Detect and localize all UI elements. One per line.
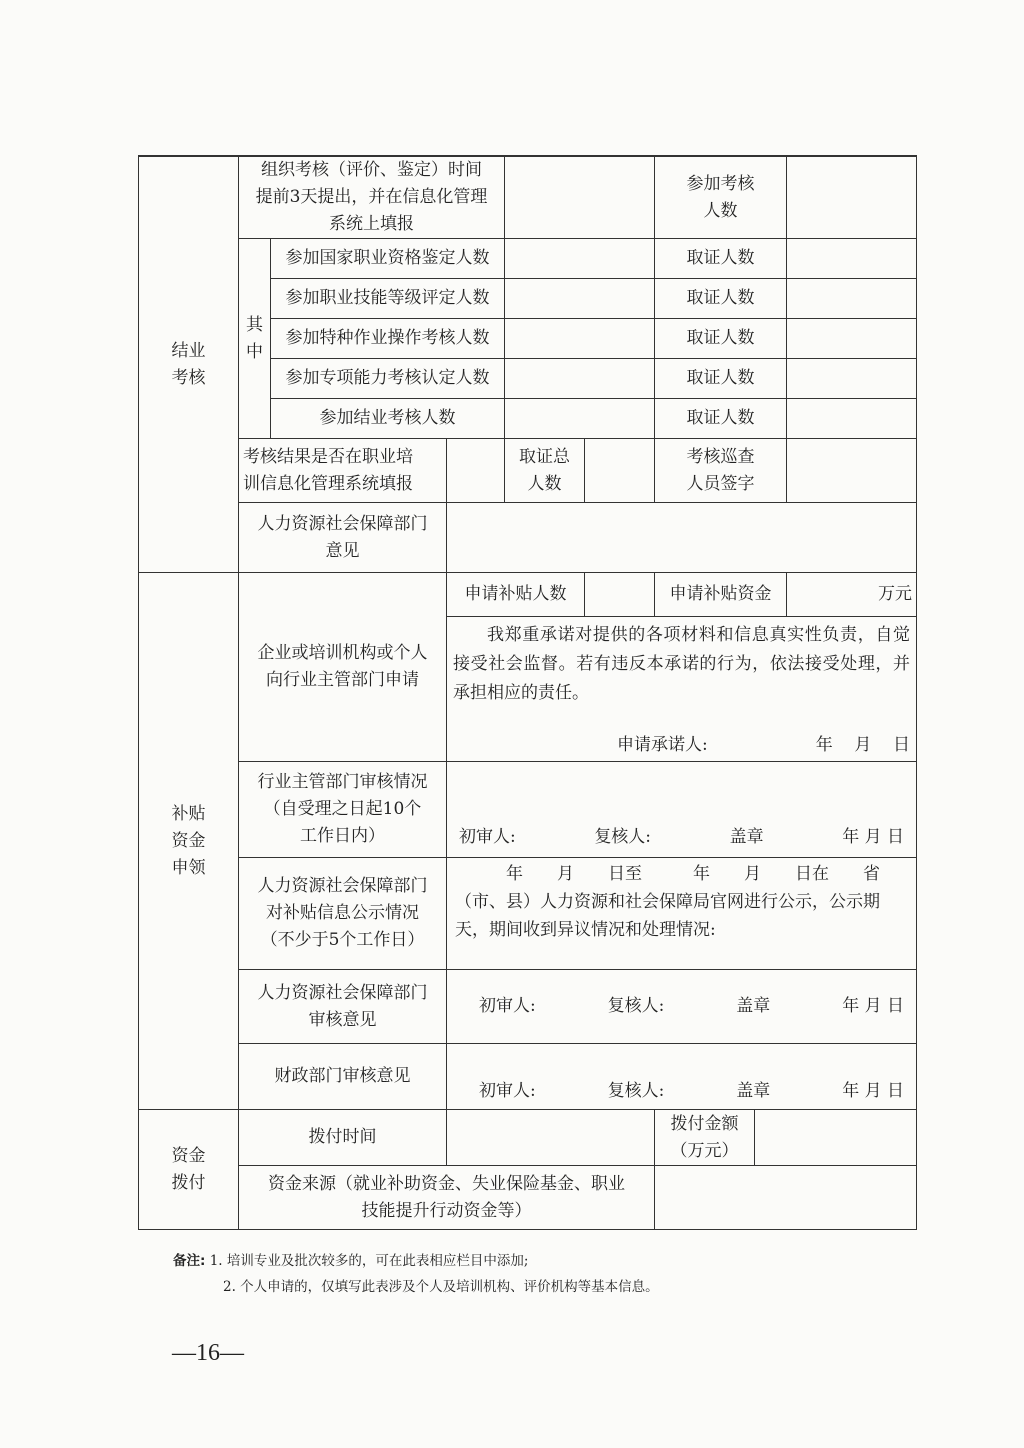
cert-label: 取证人数 [655,319,787,359]
note-item-2: 2. 个人申请的，仅填写此表涉及个人及培训机构、评价机构等基本信息。 [223,1279,659,1295]
notes-label: 备注: [173,1253,206,1269]
finance-review-label: 财政部门审核意见 [239,1044,447,1110]
pay-time-label: 拨付时间 [239,1110,447,1166]
fund-source-field[interactable] [655,1166,917,1230]
participants-label: 参加考核 人数 [655,156,787,239]
cert-value-field[interactable] [787,239,917,279]
pledge-cell [447,617,917,762]
finance-review-field[interactable] [447,1044,917,1110]
payment-section-title: 资金 拨付 [139,1110,239,1230]
row-label: 参加特种作业操作考核人数 [271,319,505,359]
hr-review-label: 人力资源社会保障部门 审核意见 [239,970,447,1044]
cert-label: 取证人数 [655,239,787,279]
row-value-field[interactable] [505,319,655,359]
pay-amount-label: 拨付金额 （万元） [655,1110,755,1166]
cert-value-field[interactable] [787,319,917,359]
apply-count-field[interactable] [585,573,655,617]
cert-label: 取证人数 [655,279,787,319]
cert-value-field[interactable] [787,359,917,399]
row-label: 参加结业考核人数 [271,399,505,439]
cert-label: 取证人数 [655,359,787,399]
pledge-text: 我郑重承诺对提供的各项材料和信息真实性负责，自觉接受社会监督。若有违反本承诺的行为，依法接受处理，并承担相应的责任。 [453,625,911,703]
row-value-field[interactable] [505,359,655,399]
participants-field[interactable] [787,156,917,239]
row-label: 参加国家职业资格鉴定人数 [271,239,505,279]
hr-opinion-field[interactable] [447,503,917,573]
row-value-field[interactable] [505,399,655,439]
publicity-text: 年 月 日至 年 月 日在 省（市、县）人力资源和社会保障局官网进行公示，公示期 天，期间收到异议情况和处理情况: [455,864,914,940]
hr-review-field[interactable] [447,970,917,1044]
total-cert-label: 取证总 人数 [505,439,585,503]
industry-review-label: 行业主管部门审核情况 （自受理之日起10个 工作日内） [239,762,447,858]
industry-review-field[interactable] [447,762,917,858]
amount-unit: 万元 [878,584,913,604]
pay-amount-field[interactable] [755,1110,917,1166]
hr-opinion-label: 人力资源社会保障部门 意见 [239,503,447,573]
notes [173,1248,659,1300]
cert-value-field[interactable] [787,399,917,439]
row-label: 参加职业技能等级评定人数 [271,279,505,319]
finance-review-sign-row: 初审人: 复核人: 盖章 年 月 日 [479,1081,904,1101]
row-label: 参加专项能力考核认定人数 [271,359,505,399]
pay-time-field[interactable] [447,1110,655,1166]
org-assessment-time-field[interactable] [505,156,655,239]
note-item-1: 1. 培训专业及批次较多的，可在此表相应栏目中添加; [209,1253,529,1269]
applicant-label: 企业或培训机构或个人 向行业主管部门申请 [239,573,447,762]
inspector-label: 考核巡查 人员签字 [655,439,787,503]
subsidy-form-table [138,155,917,1230]
apply-amount-label: 申请补贴资金 [655,573,787,617]
result-filled-field[interactable] [447,439,505,503]
apply-count-label: 申请补贴人数 [447,573,585,617]
result-filled-label: 考核结果是否在职业培 训信息化管理系统填报 [239,439,447,503]
among-label: 其 中 [239,239,271,439]
page-number: —16— [172,1340,244,1366]
publicity-field[interactable] [447,858,917,970]
fund-source-label: 资金来源（就业补助资金、失业保险基金、职业 技能提升行动资金等） [239,1166,655,1230]
note-line-1 [173,1248,659,1274]
cert-label: 取证人数 [655,399,787,439]
row-value-field[interactable] [505,279,655,319]
assessment-section-title: 结业 考核 [139,156,239,573]
row-value-field[interactable] [505,239,655,279]
hr-review-sign-row: 初审人: 复核人: 盖章 年 月 日 [479,996,904,1016]
subsidy-section-title: 补贴 资金 申领 [139,573,239,1110]
cert-value-field[interactable] [787,279,917,319]
pledge-sign: 申请承诺人: 年 月 日 [616,735,911,755]
industry-review-sign-row: 初审人: 复核人: 盖章 年 月 日 [459,827,905,847]
org-assessment-label: 组织考核（评价、鉴定）时间 提前3天提出，并在信息化管理 系统上填报 [239,156,505,239]
apply-amount-field[interactable] [787,573,917,617]
inspector-sign-field[interactable] [787,439,917,503]
total-cert-field[interactable] [585,439,655,503]
publicity-label: 人力资源社会保障部门 对补贴信息公示情况 （不少于5个工作日） [239,858,447,970]
